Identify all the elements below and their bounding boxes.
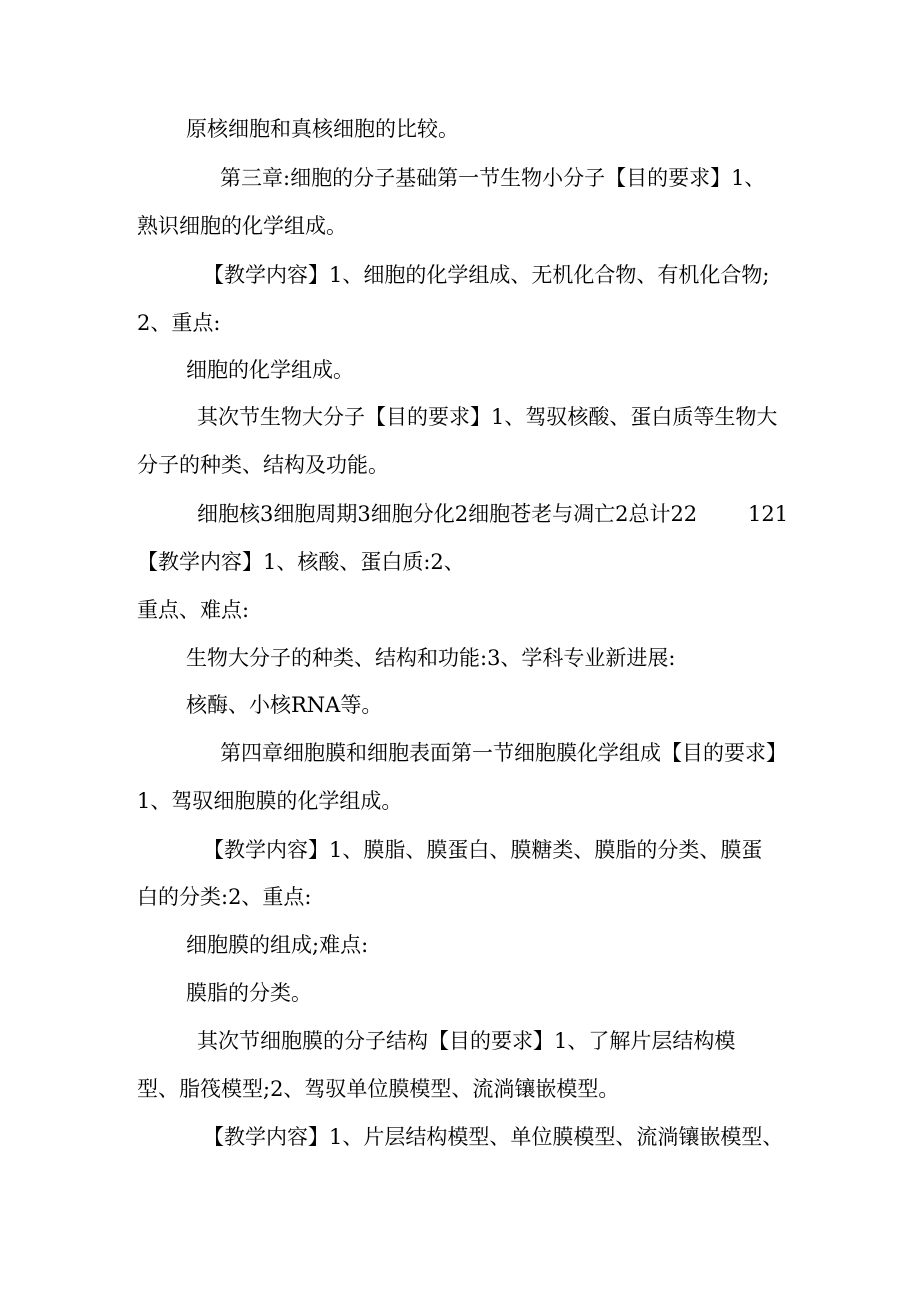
- text-line: 1、驾驭细胞膜的化学组成。: [137, 789, 403, 813]
- text-line: 细胞核3细胞周期3细胞分化2细胞苍老与凋亡2总计22: [197, 502, 698, 526]
- text-line: 【教学内容】1、膜脂、膜蛋白、膜糖类、膜脂的分类、膜蛋: [203, 838, 763, 862]
- chapter-heading: 第四章细胞膜和细胞表面第一节细胞膜化学组成【目的要求】: [220, 741, 787, 765]
- text-line: 重点、难点:: [137, 598, 250, 622]
- section-heading: 其次节细胞膜的分子结构【目的要求】1、了解片层结构模: [197, 1029, 736, 1053]
- text-line: 细胞膜的组成;难点:: [186, 933, 369, 957]
- text-line: 【教学内容】1、片层结构模型、单位膜模型、流淌镶嵌模型、: [203, 1125, 784, 1149]
- text-line: 2、重点:: [137, 311, 221, 335]
- text-line: 【教学内容】1、细胞的化学组成、无机化合物、有机化合物;: [203, 263, 770, 287]
- text-line: 【教学内容】1、核酸、蛋白质:2、: [137, 550, 465, 574]
- section-heading: 其次节生物大分子【目的要求】1、驾驭核酸、蛋白质等生物大: [197, 405, 778, 429]
- text-line: 生物大分子的种类、结构和功能:3、学科专业新进展:: [186, 646, 676, 670]
- text-line: 膜脂的分类。: [186, 981, 312, 1005]
- page-number: 121: [748, 502, 789, 526]
- text-line: 型、脂筏模型;2、驾驭单位膜模型、流淌镶嵌模型。: [137, 1077, 620, 1101]
- text-line: 核酶、小核RNA等。: [186, 693, 383, 717]
- text-line: 原核细胞和真核细胞的比较。: [186, 117, 459, 141]
- text-line: 白的分类:2、重点:: [137, 885, 312, 909]
- chapter-heading: 第三章:细胞的分子基础第一节生物小分子【目的要求】1、: [220, 166, 766, 190]
- text-line: 细胞的化学组成。: [186, 358, 354, 382]
- text-line: 分子的种类、结构及功能。: [137, 453, 389, 477]
- text-line: 熟识细胞的化学组成。: [137, 214, 347, 238]
